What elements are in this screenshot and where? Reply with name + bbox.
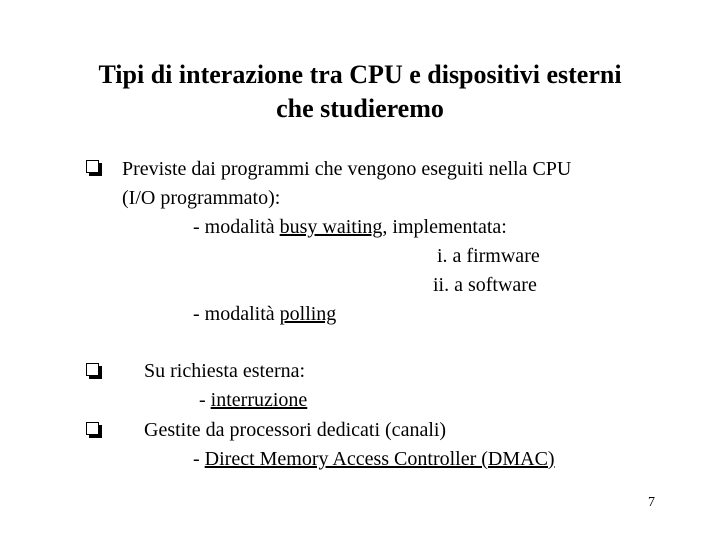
polling-line — [193, 302, 336, 326]
page-number: 7 — [648, 495, 655, 510]
busy-waiting-prefix: - modalità — [193, 216, 280, 238]
dmac-line — [193, 447, 555, 471]
busy-waiting-line — [193, 215, 507, 239]
bullet-1-line-1: Previste dai programmi che vengono eseguiti nella CPU — [122, 158, 572, 180]
interruzione-line — [199, 388, 307, 412]
sub-item-firmware: i. a firmware — [437, 245, 540, 267]
bullet-2-line-1: Su richiesta esterna: — [144, 360, 306, 382]
busy-waiting-term: busy waiting — [279, 216, 383, 238]
bullet-1-line-2: (I/O programmato): — [122, 187, 281, 209]
checkbox-bullet-icon — [86, 160, 99, 173]
dmac-prefix: - — [193, 448, 205, 470]
interruzione-term: interruzione — [210, 389, 308, 411]
bullet-3-line-1: Gestite da processori dedicati (canali) — [144, 419, 447, 441]
interruzione-prefix: - — [199, 389, 211, 411]
checkbox-bullet-icon — [86, 363, 99, 376]
sub-item-software: ii. a software — [433, 274, 537, 296]
slide-title — [0, 58, 720, 126]
busy-waiting-suffix: , implementata: — [382, 216, 507, 238]
checkbox-bullet-icon — [86, 422, 99, 435]
dmac-term: Direct Memory Access Controller (DMAC) — [204, 448, 555, 470]
slide-title-line-1: Tipi di interazione tra CPU e dispositivi esterni — [98, 60, 622, 89]
polling-prefix: - modalità — [193, 303, 280, 325]
polling-term: polling — [279, 303, 337, 325]
slide-title-line-2: che studieremo — [276, 94, 444, 123]
